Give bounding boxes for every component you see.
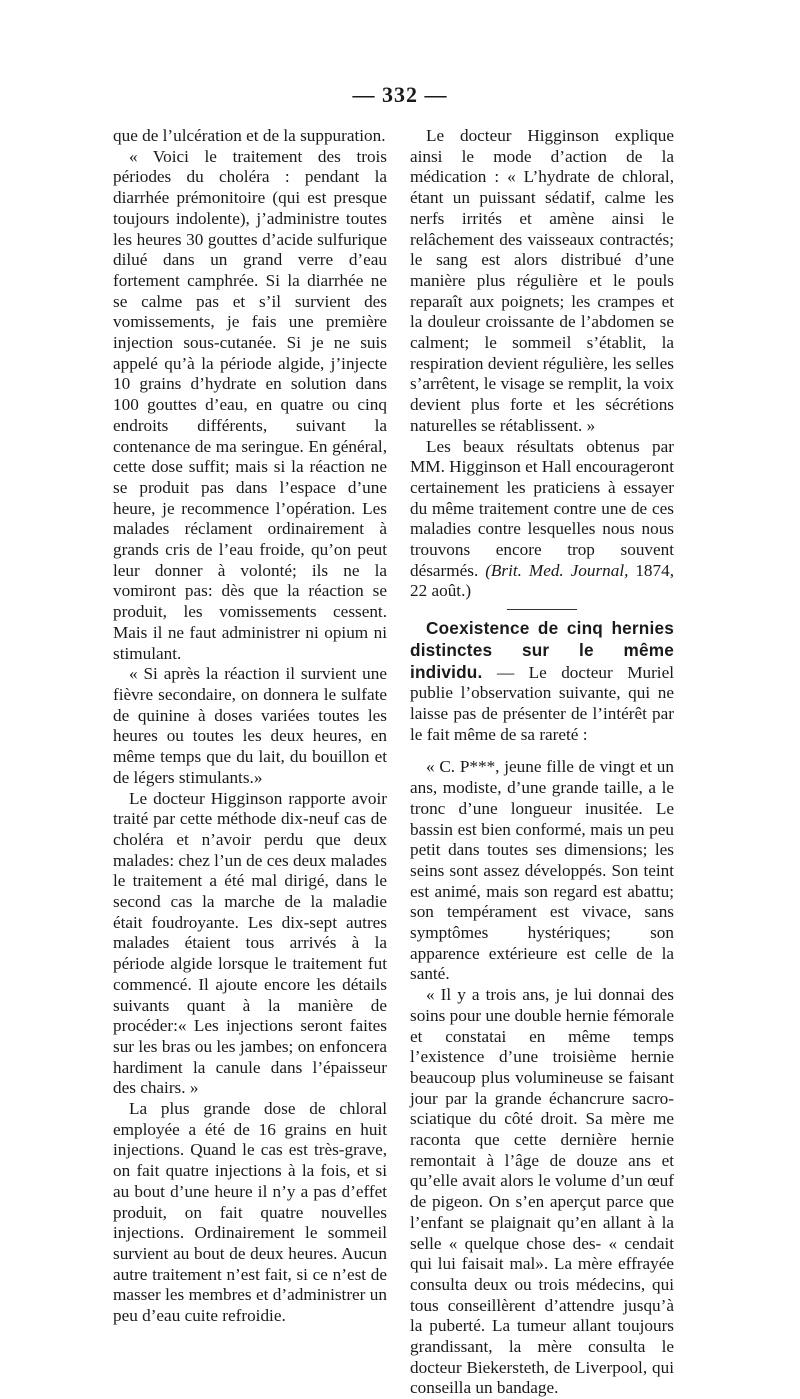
paragraph-text: Les beaux résultats obtenus par MM. Higginson et Hall encourageront certainement les praticiens à essayer du même traitement contre une de ces maladies contre lesquelles nous nous trouvons encore trop souvent désarmés.	[410, 436, 674, 580]
section-heading: Coexistence de cinq hernies distinctes sur le même individu.	[410, 618, 674, 682]
paragraph: que de l’ulcération et de la suppuration.	[113, 126, 386, 145]
section-paragraph	[410, 618, 674, 745]
paragraph: La plus grande dose de chloral employée a été de 16 grains en huit injections. Quand le cas est très-grave, on fait quatre injections à la fois, et si au bout d’une heure il n’y a pas d’effet produit, on fait quatre nouvelles injections. Ordinairement le sommeil survient au bout de deux heures. Aucun autre traitement n’est fait, si ce n’est de masser les membres et d’administrer un peu d’eau cuite refroidie.	[113, 1099, 387, 1326]
paragraph: « Voici le traitement des trois périodes du choléra : pendant la diarrhée prémonitoire (qui est presque toujours indolente), j’administre toutes les heures 30 gouttes d’acide sulfurique dilué dans un grand verre d’eau fortement camphrée. Si la diarrhée ne se calme pas et s’il survient des vomissements, je fais une première injection sous-cutanée. Si je ne suis appelé qu’à la période algide, j’injecte 10 grains d’hydrate en solution dans 100 gouttes d’eau, en quatre ou cinq endroits différents, suivant la contenance de ma seringue. En général, cette dose suffit; mais si la réaction ne se produit pas dans l’espace d’une heure, je recommence l’opération. Les malades réclament ordinairement à grands cris de l’eau froide, qu’on peut leur donner à volonté; ils ne la vomiront pas: dès que la réaction se produit, les vomissements cessent. Mais il ne faut administrer ni opium ni stimulant.	[113, 146, 387, 663]
section-divider	[507, 609, 577, 610]
paragraph: Le docteur Higginson rapporte avoir traité par cette méthode dix-neuf cas de choléra et n’avoir perdu que deux malades: chez l’un de ces deux malades le traitement a été mal dirigé, dans le second cas la marche de la maladie était foudroyante. Les dix-sept autres malades étaient tous arrivés à la période algide lorsque le traitement fut commencé. Il ajoute encore les détails suivants quant à la manière de procéder:« Les injections seront faites sur les bras ou les jambes; on enfoncera hardiment la canule dans l’épaisseur des chairs. »	[113, 788, 387, 1098]
paragraph: Le docteur Higginson explique ainsi le mode d’action de la médication : « L’hydrate de chloral, étant un puissant sédatif, calme les nerfs irrités et amène ainsi le relâchement des vaisseaux contractés; le sang est alors distribué d’une manière plus régulière et le pouls reparaît aux poignets; les crampes et la douleur croissante de l’abdomen se calment; le sommeil s’établit, la respiration devient régulière, les selles s’arrêtent, le visage se remplit, la voix devient plus forte et les sécrétions naturelles se rétablissent. »	[410, 126, 674, 435]
paragraph: « Si après la réaction il survient une fièvre secondaire, on donnera le sulfate de quinine à doses variées toutes les heures ou toutes les deux heures, en même temps que du lait, du bouillon et de légers stimulants.»	[113, 664, 387, 787]
page-number: — 332 —	[352, 82, 448, 107]
paragraph: « C. P***, jeune fille de vingt et un ans, modiste, d’une grande taille, a le tronc d’une longueur inusitée. Le bassin est bien conformé, mais un peu petit dans toutes ses dimensions; les seins sont assez développés. Son teint est animé, mais son regard est abattu; son tempérament est vivace, sans symptômes hystériques; son apparence extérieure est celle de la santé.	[410, 757, 674, 984]
left-column	[113, 126, 387, 1327]
journal-citation: (Brit. Med. Journal,	[485, 560, 629, 580]
citation-date: 1874, 22 août.)	[410, 560, 675, 601]
right-column	[410, 126, 674, 1399]
section-intro: — Le docteur Muriel publie l’observation suivante, qui ne laisse pas de présenter de l’intérêt par le fait même de sa rareté :	[410, 662, 674, 744]
paragraph	[410, 437, 674, 603]
paragraph: « Il y a trois ans, je lui donnai des soins pour une double hernie fémorale et constatai en même temps l’existence d’une troisième hernie beaucoup plus volumineuse se faisant jour par la grande échancrure sacro-sciatique du côté droit. Sa mère me raconta que cette dernière hernie remontait à l’âge de douze ans et qu’elle avait alors le volume d’un œuf de pigeon. On s’en aperçut parce que l’enfant se plaignait qu’en allant à la selle « quelque chose des- « cendait qui lui faisait mal». La mère effrayée consulta deux ou trois médecins, qui tous conseillèrent d’attendre jusqu’à la puberté. La tumeur allant toujours grandissant, la mère consulta le docteur Biekersteth, de Liverpool, qui conseilla un bandage.	[410, 985, 674, 1398]
spacer	[410, 745, 674, 757]
